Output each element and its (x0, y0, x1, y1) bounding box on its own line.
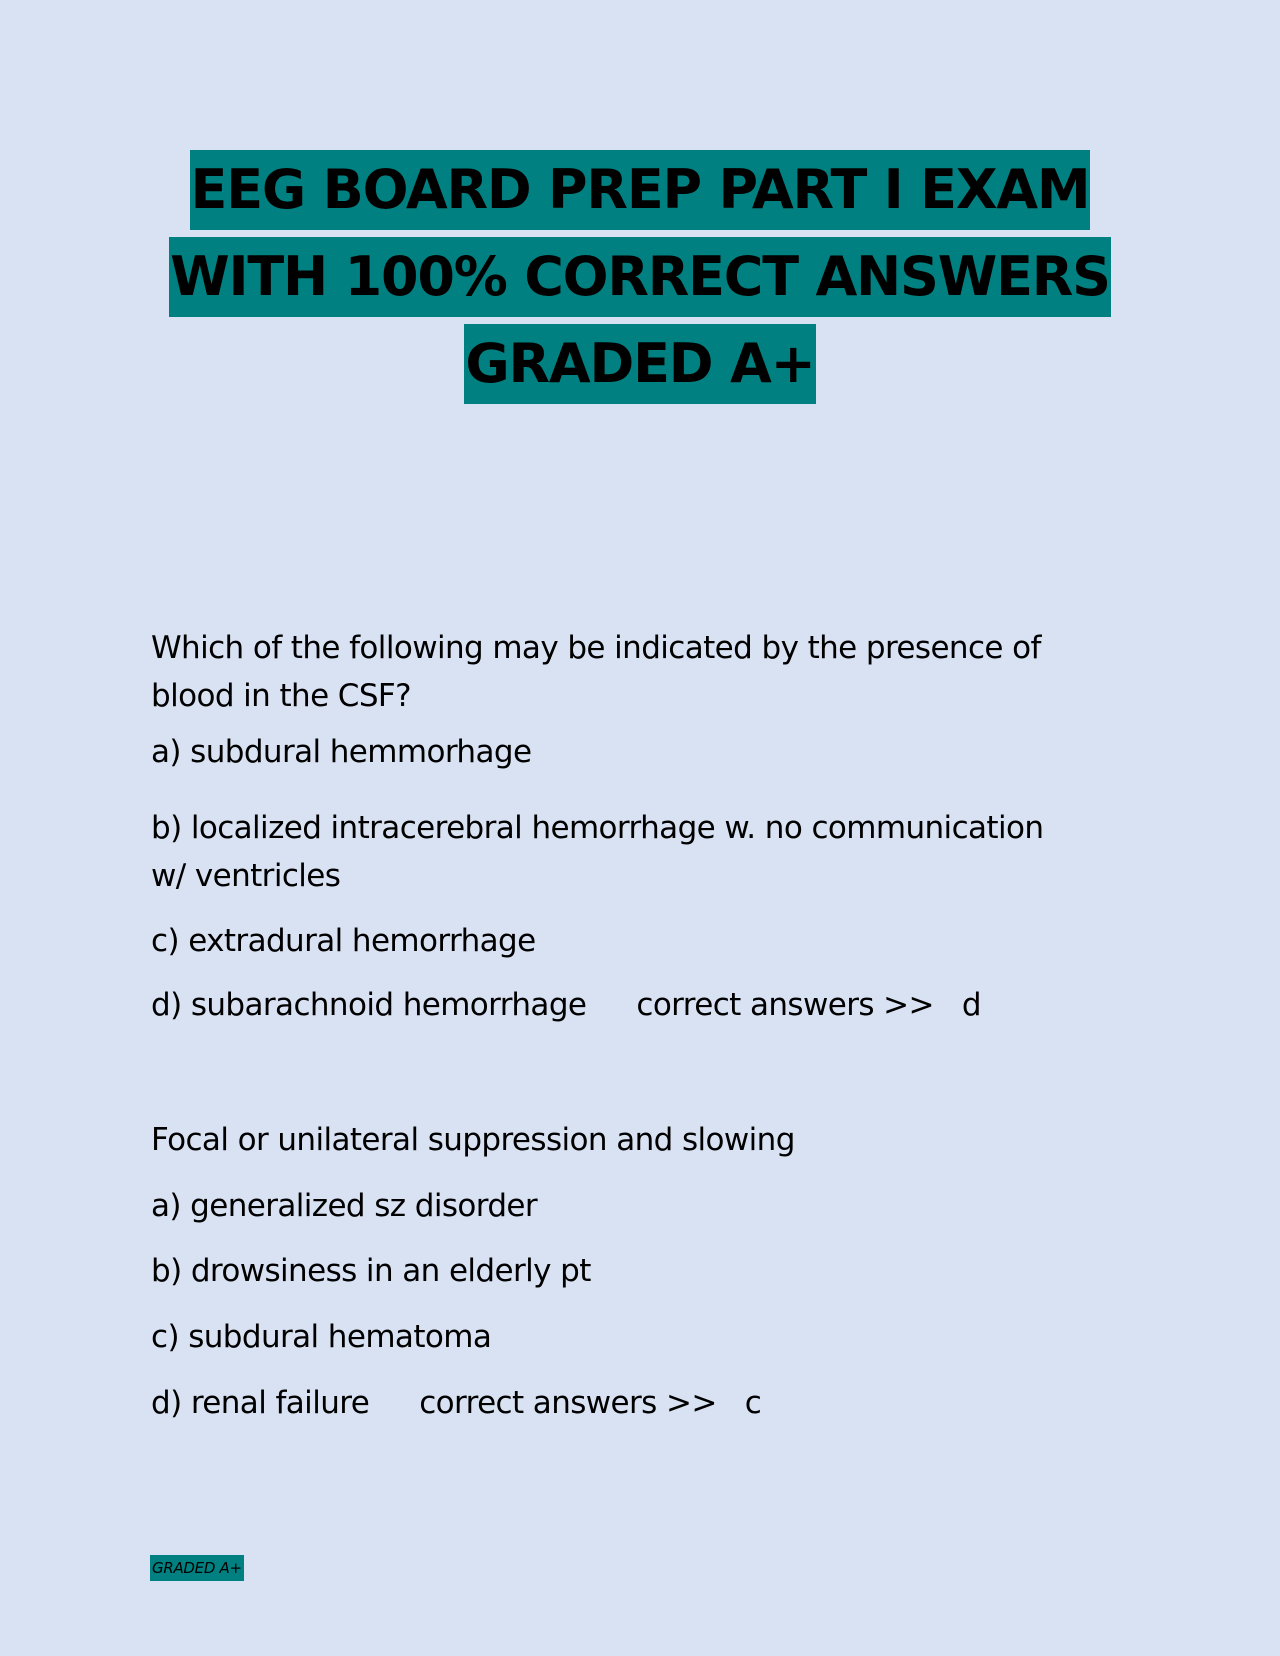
question-1 (151, 624, 1111, 1029)
question-2-option-c: c) subdural hematoma (151, 1319, 492, 1355)
question-1-option-b-line-2: w/ ventricles (151, 858, 341, 894)
question-2-prompt: Focal or unilateral suppression and slowing (151, 1122, 795, 1158)
question-2 (151, 1116, 1111, 1427)
question-1-prompt-line-2: blood in the CSF? (151, 678, 412, 714)
question-1-option-c: c) extradural hemorrhage (151, 923, 536, 959)
document-title (0, 150, 1280, 411)
question-1-answer-prefix: correct answers >> (636, 987, 934, 1023)
question-2-answer: c (744, 1385, 762, 1421)
question-1-option-a: a) subdural hemmorhage (151, 734, 532, 770)
question-1-option-d (151, 981, 1111, 1029)
title-line-3: GRADED A+ (464, 324, 815, 404)
question-1-option-d-label: d) subarachnoid hemorrhage (151, 987, 587, 1023)
question-1-prompt-line-1: Which of the following may be indicated by the presence of (151, 630, 1041, 666)
title-line-1: EEG BOARD PREP PART I EXAM (190, 150, 1091, 230)
title-line-2: WITH 100% CORRECT ANSWERS (169, 237, 1111, 317)
question-2-option-d-label: d) renal failure (151, 1385, 370, 1421)
question-1-answer: d (961, 987, 981, 1023)
footer-grade-tag: GRADED A+ (150, 1555, 244, 1581)
question-1-prompt (151, 624, 1111, 720)
question-1-option-b (151, 804, 1111, 900)
question-2-option-b: b) drowsiness in an elderly pt (151, 1253, 591, 1289)
question-2-option-d (151, 1379, 1111, 1427)
question-1-option-b-line-1: b) localized intracerebral hemorrhage w. no communication (151, 810, 1044, 846)
question-2-option-a: a) generalized sz disorder (151, 1188, 538, 1224)
question-2-answer-prefix: correct answers >> (419, 1385, 717, 1421)
